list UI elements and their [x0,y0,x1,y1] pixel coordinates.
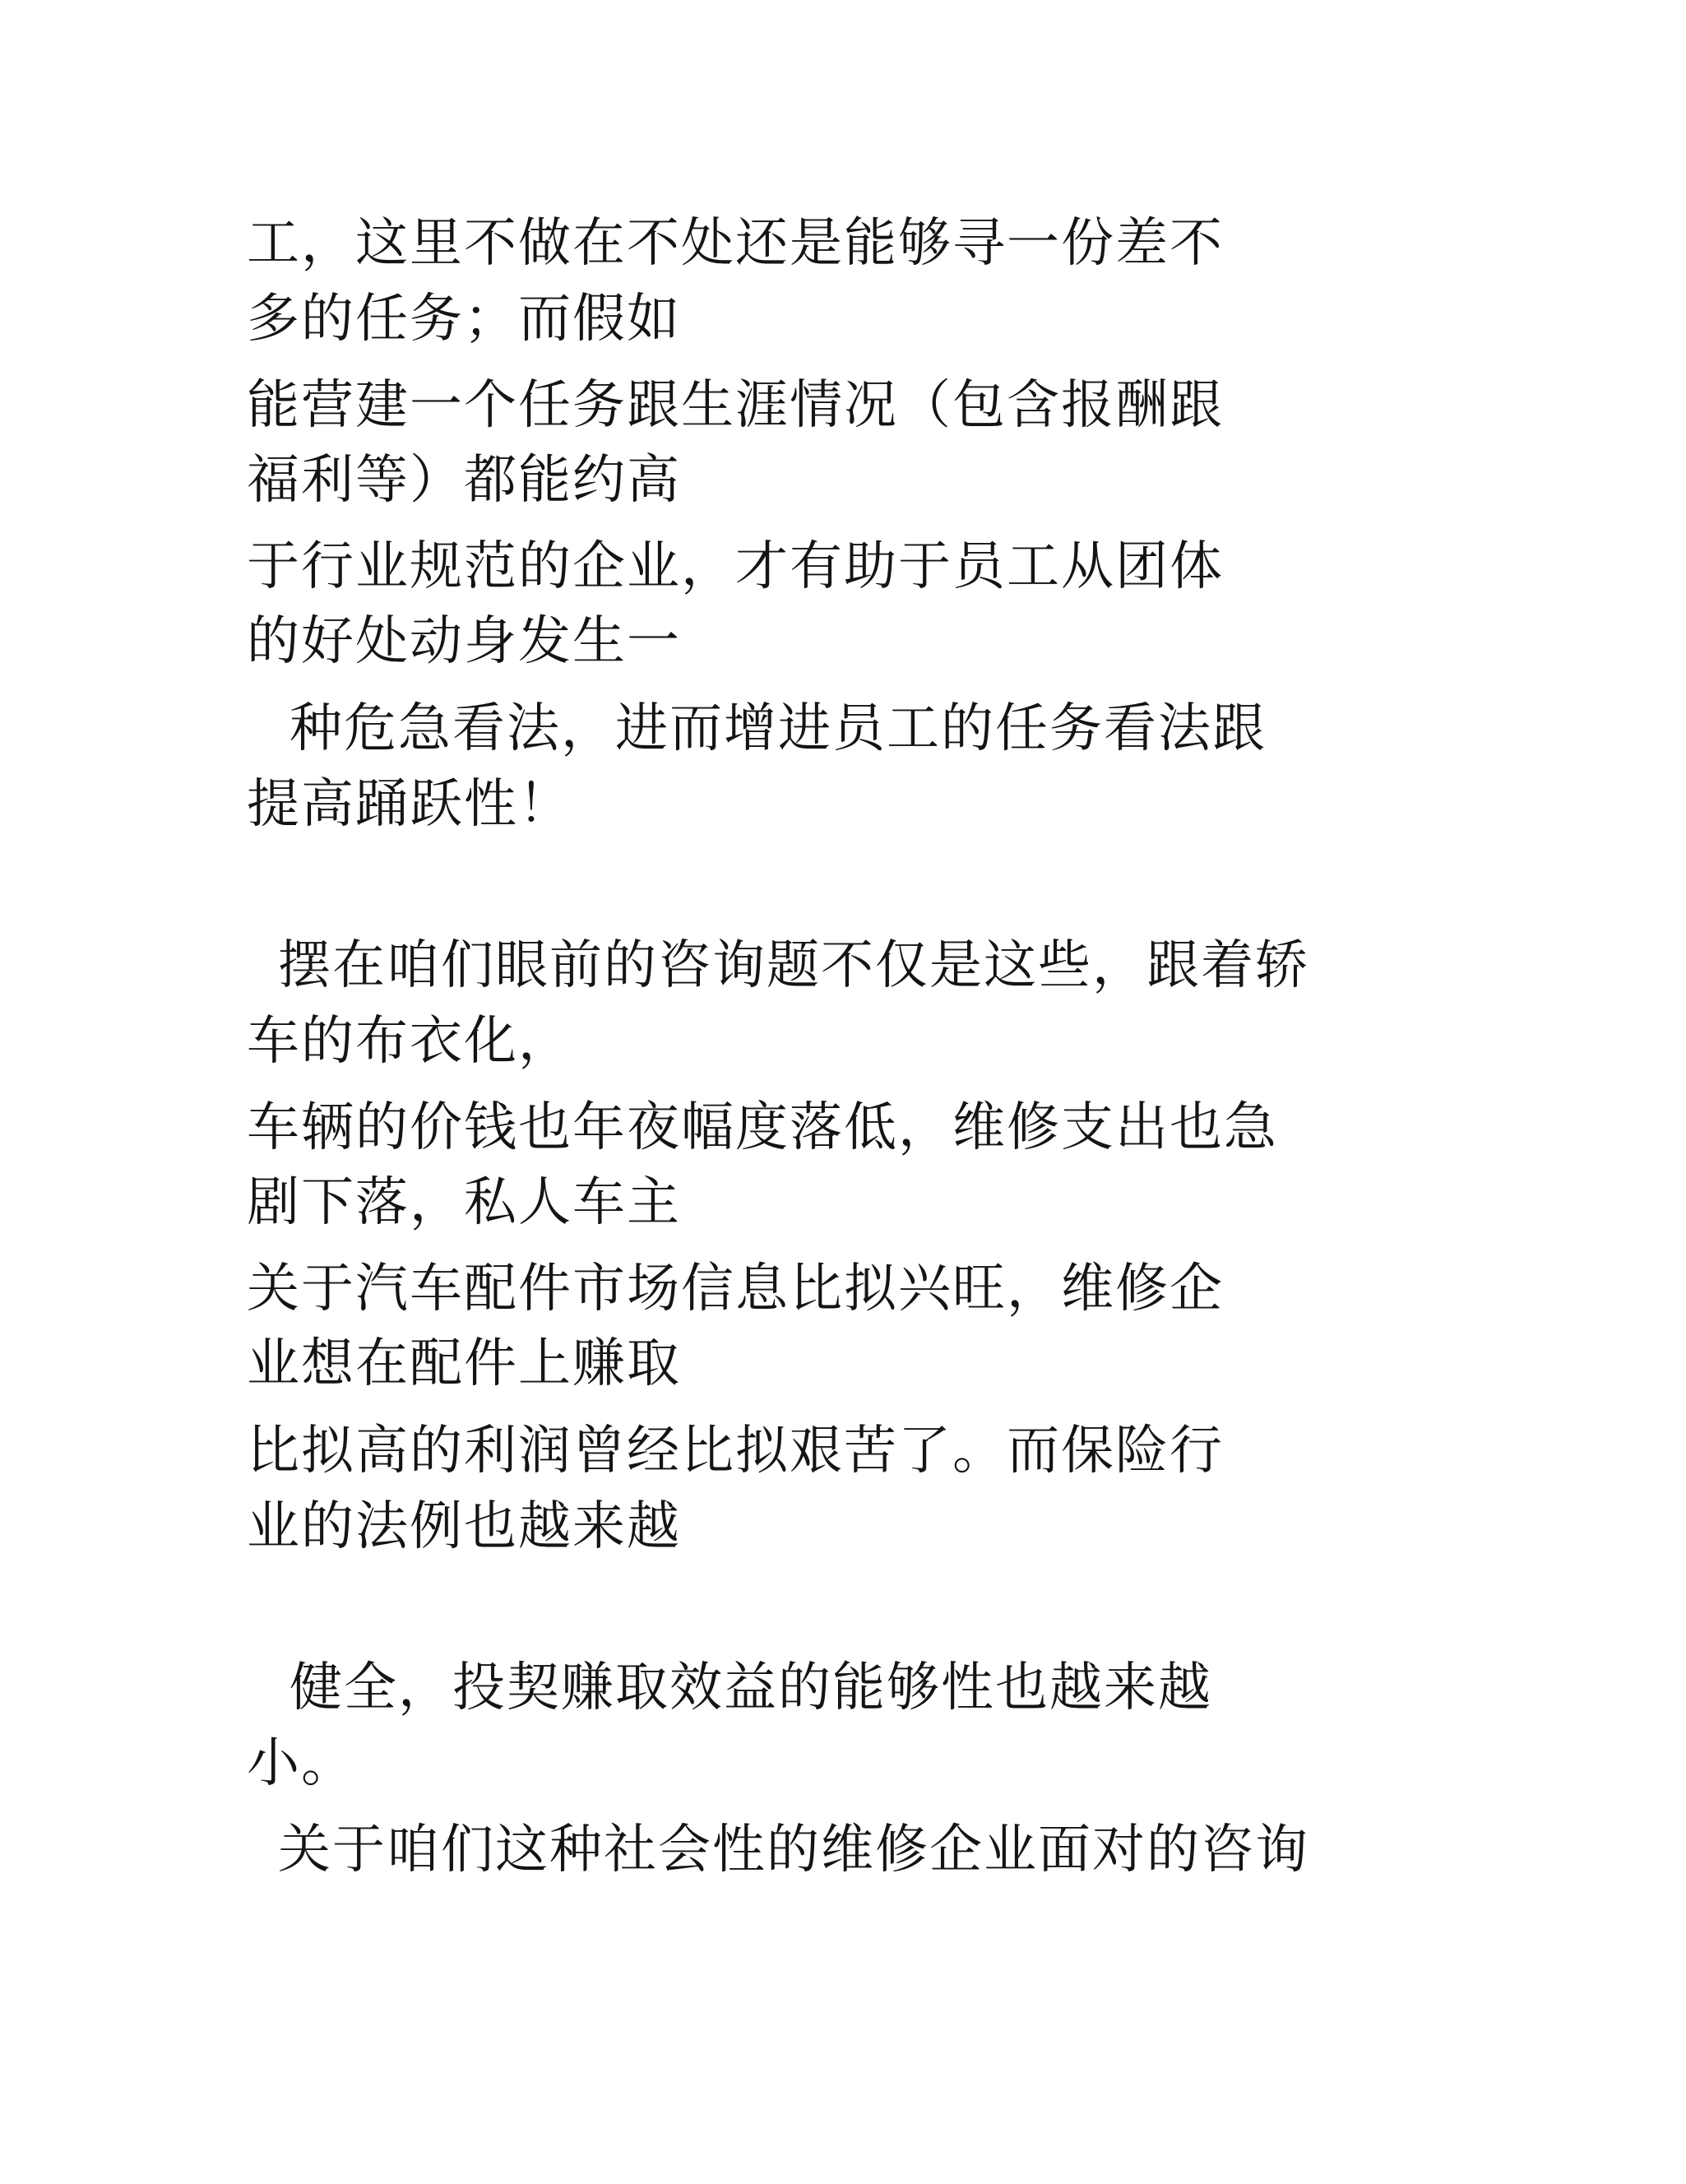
text-line: 能营建一个任务跟生涯情况（包含报酬跟 [247,375,1224,436]
text-line: 摆在咱们眼前的咨询题不仅是这些，跟着轿 [278,935,1309,996]
text-line: 关于咱们这种社会性的维修企业面对的咨询 [278,1820,1309,1880]
text-line: 福利等）都能约高 [247,450,681,511]
text-line: 提高踊跃性！ [247,774,572,835]
text-line: 业想在配件上赚取 [247,1333,681,1394]
text-line: 关于汽车配件市场信息比拟兴旺，维修企 [247,1259,1224,1319]
text-line: 剧下落，私人车主 [247,1172,681,1233]
text-line: 的好处动身发生一 [247,611,681,672]
text-line: 种危急看法，进而增进员工的任务看法跟 [289,698,1267,759]
text-line: 业的法例也越来越 [247,1496,681,1557]
text-line: 于行业规范的企业，才有助于员工从团体 [247,536,1224,597]
text-line: 车的布衣化， [247,1011,572,1072]
text-line: 多的任务；而假如 [247,289,681,350]
text-line: 健全，投契赚取效益的能够性也越来越 [289,1658,1212,1718]
text-line: 小。 [247,1733,355,1794]
text-line: 车辆的价钱也年夜幅度落低，维修支出也急 [247,1097,1278,1158]
text-line: 工，这里不做在不处还是能够寻一份差不 [247,213,1224,274]
text-line: 比拟高的利润曾经比拟艰苦了。而保险行 [247,1421,1224,1482]
